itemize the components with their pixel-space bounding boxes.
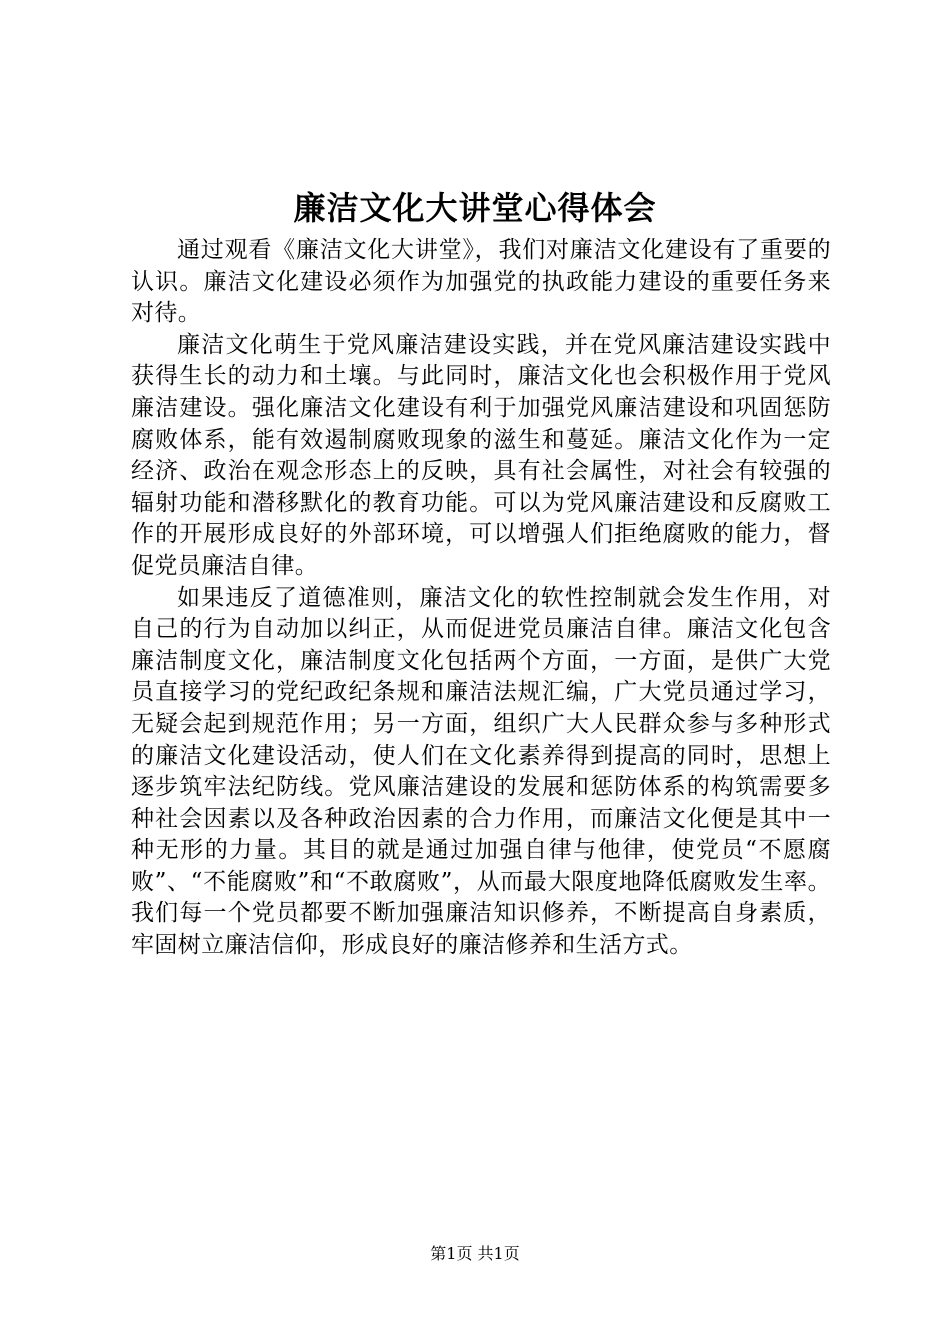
page-footer: 第1页 共1页 [430, 1244, 520, 1263]
document-body [131, 235, 831, 962]
paragraph-1: 通过观看《廉洁文化大讲堂》，我们对廉洁文化建设有了重要的认识。廉洁文化建设必须作为加强党的执政能力建设的重要任务来对待。 [131, 237, 831, 327]
paragraph-2: 廉洁文化萌生于党风廉洁建设实践，并在党风廉洁建设实践中获得生长的动力和土壤。与此同时，廉洁文化也会积极作用于党风廉洁建设。强化廉洁文化建设有利于加强党风廉洁建设和巩固惩防腐败体系，能有效遏制腐败现象的滋生和蔓延。廉洁文化作为一定经济、政治在观念形态上的反映，具有社会属性，对社会有较强的辐射功能和潜移默化的教育功能。可以为党风廉洁建设和反腐败工作的开展形成良好的外部环境，可以增强人们拒绝腐败的能力，督促党员廉洁自律。 [131, 331, 831, 579]
paragraph-3: 如果违反了道德准则，廉洁文化的软性控制就会发生作用，对自己的行为自动加以纠正，从而促进党员廉洁自律。廉洁文化包含廉洁制度文化，廉洁制度文化包括两个方面，一方面，是供广大党员直接学习的党纪政纪条规和廉洁法规汇编，广大党员通过学习，无疑会起到规范作用；另一方面，组织广大人民群众参与多种形式的廉洁文化建设活动，使人们在文化素养得到提高的同时，思想上逐步筑牢法纪防线。党风廉洁建设的发展和惩防体系的构筑需要多种社会因素以及各种政治因素的合力作用，而廉洁文化便是其中一种无形的力量。其目的就是通过加强自律与他律，使党员“不愿腐败”、“不能腐败”和“不敢腐败”，从而最大限度地降低腐败发生率。我们每一个党员都要不断加强廉洁知识修养，不断提高自身素质，牢固树立廉洁信仰，形成良好的廉洁修养和生活方式。 [131, 584, 831, 959]
document-title: 廉洁文化大讲堂心得体会 [293, 189, 657, 227]
